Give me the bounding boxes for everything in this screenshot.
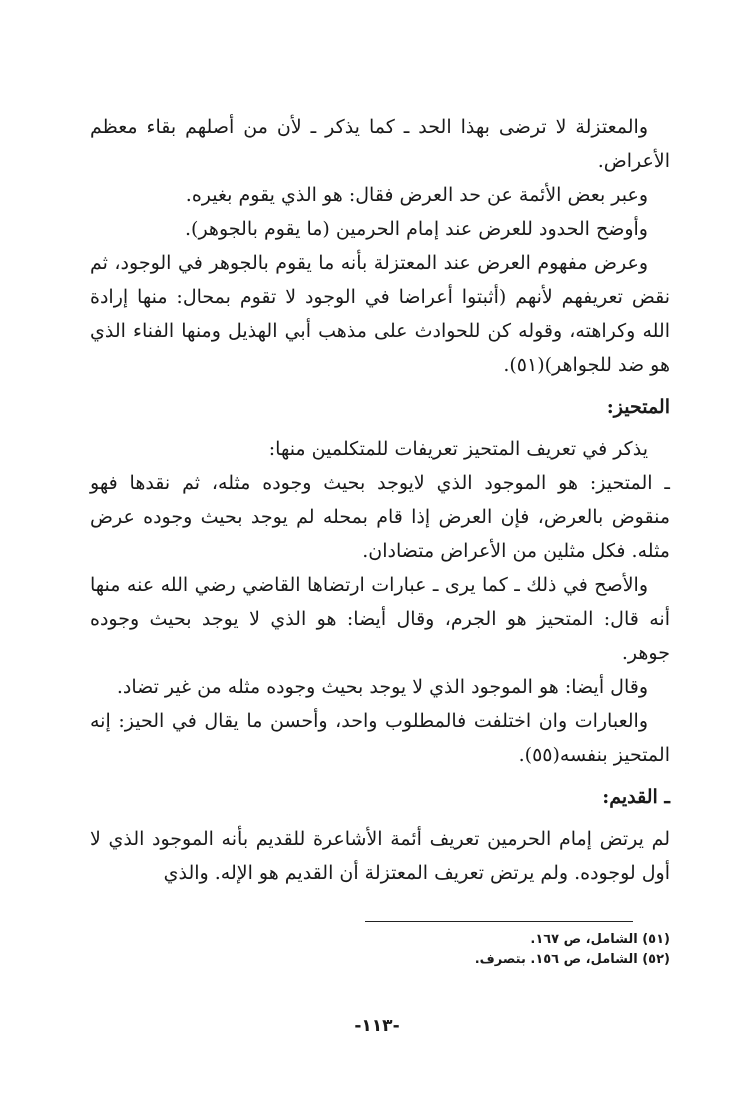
section-qadim xyxy=(90,780,670,814)
paragraph: والعبارات وان اختلفت فالمطلوب واحد، وأحسن ما يقال في الحيز: إنه المتحيز بنفسه(٥٥). xyxy=(90,710,670,766)
footnote-divider xyxy=(365,921,633,922)
section-heading: ـ القديم: xyxy=(602,786,670,808)
footnotes xyxy=(90,930,670,970)
paragraph: وأوضح الحدود للعرض عند إمام الحرمين (ما يقوم بالجوهر). xyxy=(185,218,648,240)
main-text xyxy=(90,822,670,890)
paragraph: لم يرتض إمام الحرمين تعريف أئمة الأشاعرة للقديم بأنه الموجود الذي لا أول لوجوده. ولم يرتض تعريف المعتزلة أن القديم هو الإله. والذي xyxy=(90,828,670,884)
paragraph: والمعتزلة لا ترضى بهذا الحد ـ كما يذكر ـ لأن من أصلهم بقاء معظم الأعراض. xyxy=(90,116,670,172)
paragraph: والأصح في ذلك ـ كما يرى ـ عبارات ارتضاها القاضي رضي الله عنه منها أنه قال: المتحيز هو الجرم، وقال أيضا: هو الذي لا يوجد بحيث وجوده جوهر. xyxy=(90,574,670,664)
section-heading: المتحيز: xyxy=(606,396,670,418)
main-text xyxy=(90,110,670,382)
footnote: (٥٢) الشامل، ص ١٥٦. بتصرف. xyxy=(474,952,670,967)
paragraph: وعرض مفهوم العرض عند المعتزلة بأنه ما يقوم بالجوهر في الوجود، ثم نقض تعريفهم لأنهم (أثبتوا أعراضا في الوجود لا تقوم بمحال: منها إرادة الله وكراهته، وقوله كن للحوادث على مذهب أبي الهذيل ومنها الفناء الذي هو ضد للجواهر)(٥١). xyxy=(90,252,670,376)
section-mutahayyiz xyxy=(90,390,670,424)
paragraph: وقال أيضا: هو الموجود الذي لا يوجد بحيث وجوده مثله من غير تضاد. xyxy=(116,676,648,698)
paragraph: يذكر في تعريف المتحيز تعريفات للمتكلمين منها: xyxy=(268,438,648,460)
paragraph: ـ المتحيز: هو الموجود الذي لايوجد بحيث وجوده مثله، ثم نقدها فهو منقوض بالعرض، فإن العرض إذا قام بمحله لم يوجد بحيث وجوده عرض مثله. فكل مثلين من الأعراض متضادان. xyxy=(90,472,670,562)
page-number: -١١٣- xyxy=(354,1016,400,1036)
main-text xyxy=(90,432,670,772)
footnote: (٥١) الشامل، ص ١٦٧. xyxy=(530,932,670,947)
paragraph: وعبر بعض الأئمة عن حد العرض فقال: هو الذي يقوم بغيره. xyxy=(185,184,648,206)
